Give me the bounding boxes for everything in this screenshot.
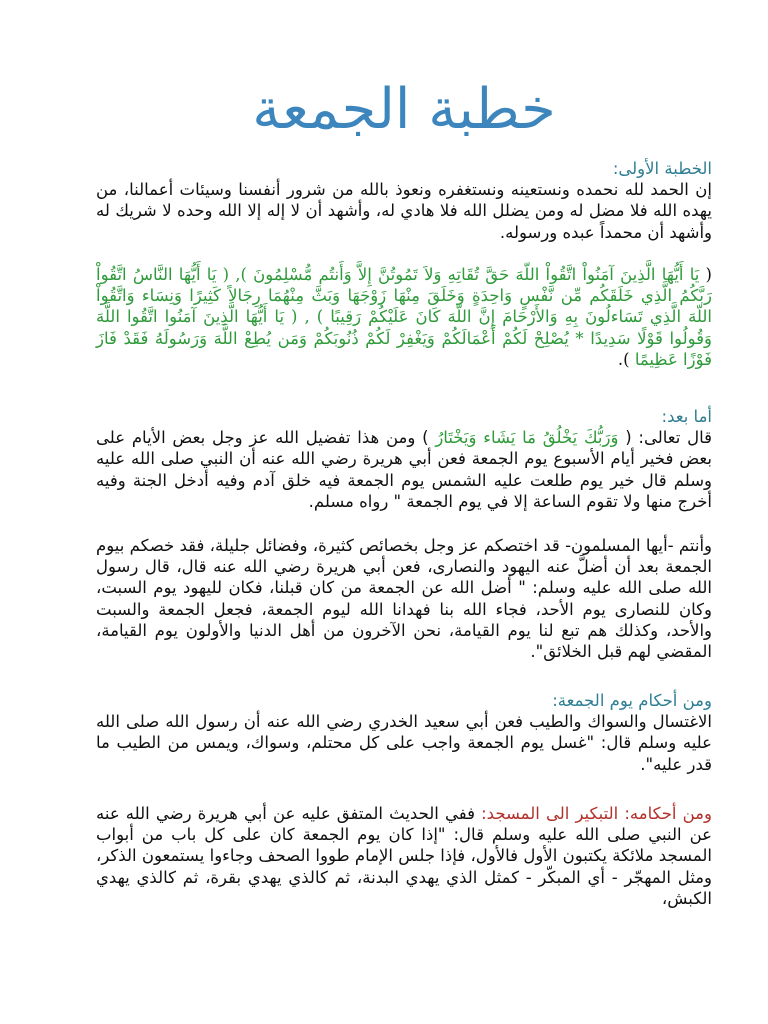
paragraph: وأنتم -أيها المسلمون- قد اختصكم عز وجل بخصائص كثيرة، وفضائل جليلة، فقد خصكم بيوم الجمعة بعد أن أضلَّ عنه اليهود والنصارى، فعن أبي هريرة رضي الله عنه قال، قال رسول الله صلى الله عليه وسلم: " أضل الله عن الجمعة من كان قبلنا، فكان لليهود يوم السبت، وكان للنصارى يوم الأحد، فجاء الله بنا فهدانا الله ليوم الجمعة، فجعل الجمعة والسبت والأحد، وكذلك هم تبع لنا يوم القيامة، نحن الآخرون من أهل الدنيا والأولون يوم القيامة، المقضي لهم قبل الخلائق". — [96, 536, 712, 662]
bracket-open: ( — [705, 265, 712, 284]
paragraph-intro: قال تعالى: ( — [625, 428, 713, 448]
paragraph — [96, 803, 712, 909]
section-heading: أما بعد: — [661, 407, 712, 426]
section-heading: ومن أحكام يوم الجمعة: — [552, 691, 712, 710]
page-title: خطبة الجمعة — [252, 77, 556, 142]
paragraph: الاغتسال والسواك والطيب فعن أبي سعيد الخدري رضي الله عنه أن رسول الله صلى الله عليه وسلم قال: "غسل يوم الجمعة واجب على كل محتلم، وسواك، ويمس من الطيب ما قدر عليه". — [96, 712, 712, 774]
section-first-sermon — [96, 158, 712, 243]
paragraph — [96, 427, 712, 512]
paragraph-body: ففي الحديث المتفق عليه عن أبي هريرة رضي الله عنه عن النبي صلى الله عليه وسلم قال: "إذا كان يوم الجمعة كان على كل باب من أبواب المسجد ملائكة يكتبون الأول فالأول، فإذا جلس الإمام طووا الصحف وجاءوا يستمعون الذكر، ومثل المهجّر - أي المبكّر - كمثل الذي يهدي البدنة، ثم كالذي يهدي بقرة، ثم كالذي يهدي الكبش، — [96, 804, 712, 908]
bracket-close: ). — [617, 349, 630, 369]
quran-verses: يَا أَيُّهَا الَّذِينَ آمَنُواْ اتَّقُواْ اللّهَ حَقَّ تُقَاتِهِ وَلاَ تَمُوتُنَّ إِلاَّ وَأَنتُم مُّسْلِمُونَ ), ( يَا أَيُّهَا النَّاسُ اتَّقُواْ رَبَّكُمُ الَّذِي خَلَقَكُم مِّن نَّفْسٍ وَاحِدَةٍ وَخَلَقَ مِنْهَا زَوْجَهَا وَبَثَّ مِنْهُمَا رِجَالاً كَثِيرًا وَنِسَاء وَاتَّقُواْ اللّهَ الَّذِي تَسَاءلُونَ بِهِ وَالأَرْحَامَ إِنَّ اللّهَ كَانَ عَلَيْكُمْ رَقِيبًا ) , ( يَا أَيُّهَا الَّذِينَ آمَنُوا اتَّقُوا اللَّهَ وَقُولُوا قَوْلًا سَدِيدًا * يُصْلِحْ لَكُمْ أَعْمَالَكُمْ وَيَغْفِرْ لَكُمْ ذُنُوبَكُمْ وَمَن يُطِعْ اللَّهَ وَرَسُولَهُ فَقَدْ فَازَ فَوْزًا عَظِيمًا — [96, 265, 712, 369]
document-page — [96, 0, 712, 1024]
section-heading-inline: ومن أحكامه: التبكير الى المسجد: — [481, 804, 712, 823]
paragraph: إن الحمد لله نحمده ونستعينه ونستغفره ونعوذ بالله من شرور أنفسنا وسيئات أعمالنا، من يهده الله فلا مضل له ومن يضلل الله فلا هادي له، وأشهد أن لا إله إلا الله وحده لا شريك له وأشهد أن محمداً عبده ورسوله. — [96, 180, 712, 242]
paragraph-body: ) ومن هذا تفضيل الله عز وجل بعض الأيام على بعض فخير أيام الأسبوع يوم الجمعة فعن أبي هريرة رضي الله عنه أن النبي صلى الله عليه وسلم قال خير يوم طلعت عليه الشمس يوم الجمعة فيه خلق آدم وفيه أدخل الجنة وفيه أخرج منها ولا تقوم الساعة إلا في يوم الجمعة " رواه مسلم. — [96, 428, 712, 511]
quran-verse: وَرَبُّكَ يَخْلُقُ مَا يَشَاء وَيَخْتَارُ — [435, 428, 619, 448]
section-heading: الخطبة الأولى: — [612, 159, 712, 178]
section-virtues — [96, 535, 712, 662]
section-quran-verses — [96, 264, 712, 370]
section-rulings — [96, 690, 712, 775]
section-amma-baad — [96, 406, 712, 512]
section-early-arrival — [96, 803, 712, 909]
